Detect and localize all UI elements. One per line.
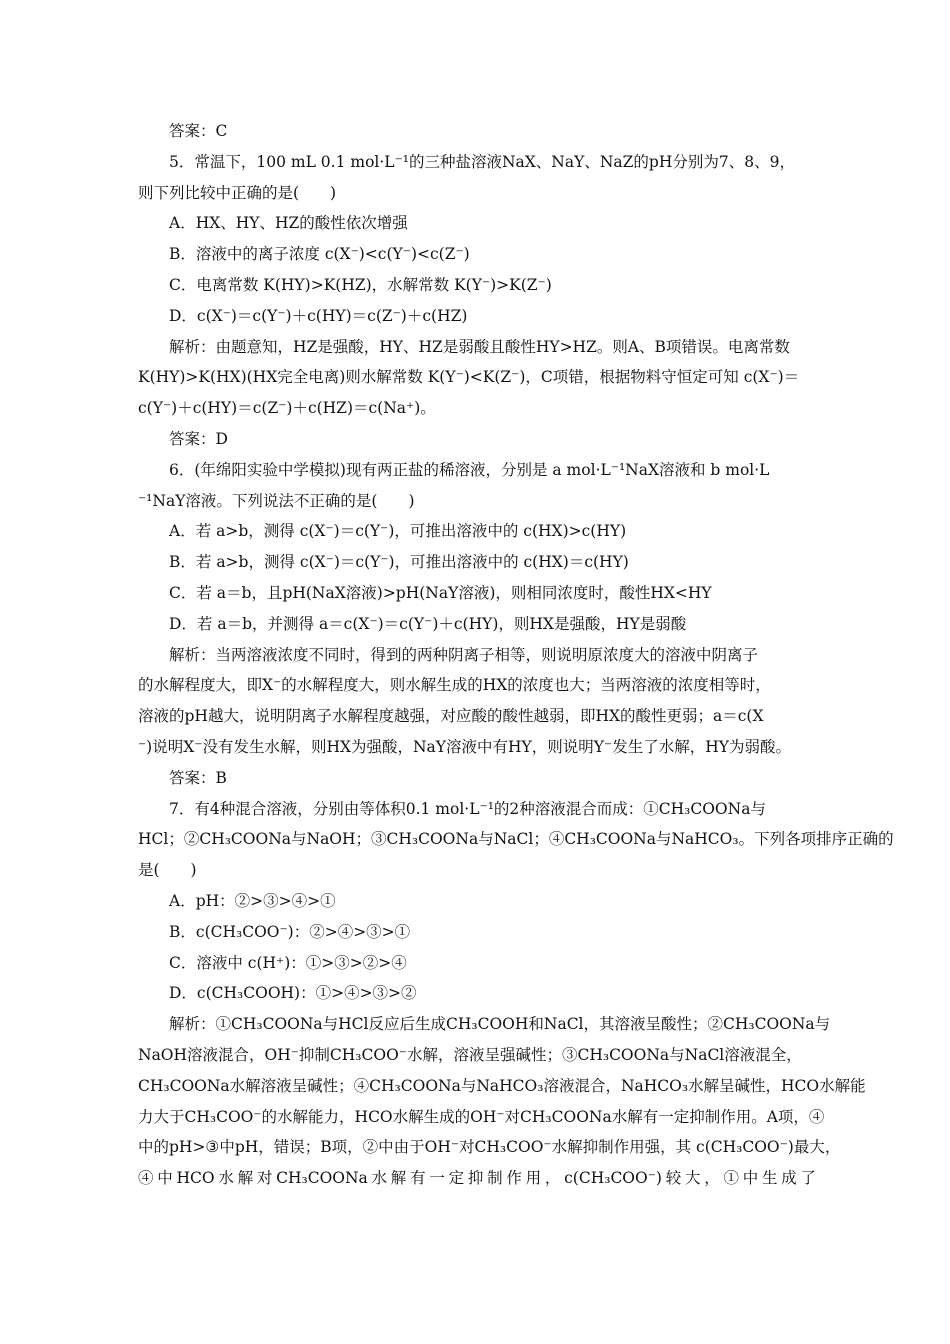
- answer-line: 答案：B: [169, 768, 227, 787]
- question-5-stem: 5．常温下，100 mL 0.1 mol·L⁻¹的三种盐溶液NaX、NaY、NaZ的pH分别为7、8、9，: [169, 152, 795, 171]
- question-5-option-a: A．HX、HY、HZ的酸性依次增强: [169, 214, 408, 233]
- question-6-stem-cont: ⁻¹NaY溶液。下列说法不正确的是( ): [138, 491, 415, 510]
- question-7-option-d: D．c(CH₃COOH)：①>④>③>②: [169, 984, 417, 1003]
- question-6-analysis-cont: 的水解程度大，即X⁻的水解程度大，则水解生成的HX的浓度也大；当两溶液的浓度相等时，: [138, 676, 771, 695]
- question-6-stem: 6．(年绵阳实验中学模拟)现有两正盐的稀溶液，分别是 a mol·L⁻¹NaX溶液和 b mol·L: [169, 460, 770, 479]
- question-5-option-b: B．溶液中的离子浓度 c(X⁻)<c(Y⁻)<c(Z⁻): [169, 245, 470, 264]
- question-6-option-c: C．若 a＝b，且pH(NaX溶液)>pH(NaY溶液)，则相同浓度时，酸性HX<HY: [169, 583, 712, 602]
- question-7-analysis: 解析：①CH₃COONa与HCl反应后生成CH₃COOH和NaCl，其溶液呈酸性；②CH₃COONa与: [169, 1015, 831, 1034]
- question-7-analysis-cont: CH₃COONa水解溶液呈碱性；④CH₃COONa与NaHCO₃溶液混合，NaHCO₃水解呈碱性，HCO水解能: [138, 1076, 866, 1095]
- question-5-analysis-cont: K(HY)>K(HX)(HX完全电离)则水解常数 K(Y⁻)<K(Z⁻)，C项错，根据物料守恒定可知 c(X⁻)＝: [138, 368, 800, 387]
- question-7-analysis-cont: 中的pH>③中pH，错误；B项，②中由于OH⁻对CH₃COO⁻水解抑制作用强，其 c(CH₃COO⁻)最大，: [138, 1138, 841, 1157]
- question-7-analysis-cont: ④中HCO水解对CH₃COONa水解有一定抑制作用，c(CH₃COO⁻)较大，①中生成了: [138, 1169, 816, 1188]
- question-6-analysis-cont: 溶液的pH越大，说明阴离子水解程度越强，对应酸的酸性越弱，即HX的酸性更弱；a＝c(X: [138, 707, 764, 726]
- question-7-option-b: B．c(CH₃COO⁻)：②>④>③>①: [169, 922, 411, 941]
- question-5-analysis-cont: c(Y⁻)＋c(HY)＝c(Z⁻)＋c(HZ)＝c(Na⁺)。: [138, 399, 436, 418]
- question-7-option-a: A．pH：②>③>④>①: [169, 891, 336, 910]
- answer-line: 答案：D: [169, 429, 228, 448]
- question-6-option-a: A．若 a>b，测得 c(X⁻)＝c(Y⁻)，可推出溶液中的 c(HX)>c(HY): [169, 522, 627, 541]
- question-5-option-c: C．电离常数 K(HY)>K(HZ)，水解常数 K(Y⁻)>K(Z⁻): [169, 275, 552, 294]
- document-page: [138, 116, 894, 1194]
- question-7-stem-cont: 是( ): [138, 861, 197, 880]
- question-5-option-d: D．c(X⁻)＝c(Y⁻)＋c(HY)＝c(Z⁻)＋c(HZ): [169, 306, 468, 325]
- question-7-analysis-cont: NaOH溶液混合，OH⁻抑制CH₃COO⁻水解，溶液呈强碱性；③CH₃COONa与NaCl溶液混全，: [138, 1045, 802, 1064]
- question-5-analysis: 解析：由题意知，HZ是强酸，HY、HZ是弱酸且酸性HY>HZ。则A、B项错误。电离常数: [169, 337, 790, 356]
- question-7-analysis-cont: 力大于CH₃COO⁻的水解能力，HCO水解生成的OH⁻对CH₃COONa水解有一定抑制作用。A项，④: [138, 1107, 825, 1126]
- question-6-analysis-cont: ⁻)说明X⁻没有发生水解，则HX为强酸，NaY溶液中有HY，则说明Y⁻发生了水解，HY为弱酸。: [138, 737, 791, 756]
- question-7-stem-cont: HCl；②CH₃COONa与NaOH；③CH₃COONa与NaCl；④CH₃COONa与NaHCO₃。下列各项排序正确的: [138, 830, 894, 849]
- answer-line: 答案：C: [169, 122, 228, 140]
- question-7-stem: 7．有4种混合溶液，分别由等体积0.1 mol·L⁻¹的2种溶液混合而成：①CH₃COONa与: [169, 799, 766, 818]
- question-6-option-d: D．若 a＝b，并测得 a＝c(X⁻)＝c(Y⁻)＋c(HY)，则HX是强酸，HY是弱酸: [169, 614, 687, 633]
- question-7-option-c: C．溶液中 c(H⁺)：①>③>②>④: [169, 953, 407, 972]
- question-5-stem-cont: 则下列比较中正确的是( ): [138, 183, 337, 202]
- question-6-analysis: 解析：当两溶液浓度不同时，得到的两种阴离子相等，则说明原浓度大的溶液中阴离子: [169, 645, 759, 664]
- question-6-option-b: B．若 a>b，测得 c(X⁻)＝c(Y⁻)，可推出溶液中的 c(HX)＝c(HY): [169, 553, 629, 572]
